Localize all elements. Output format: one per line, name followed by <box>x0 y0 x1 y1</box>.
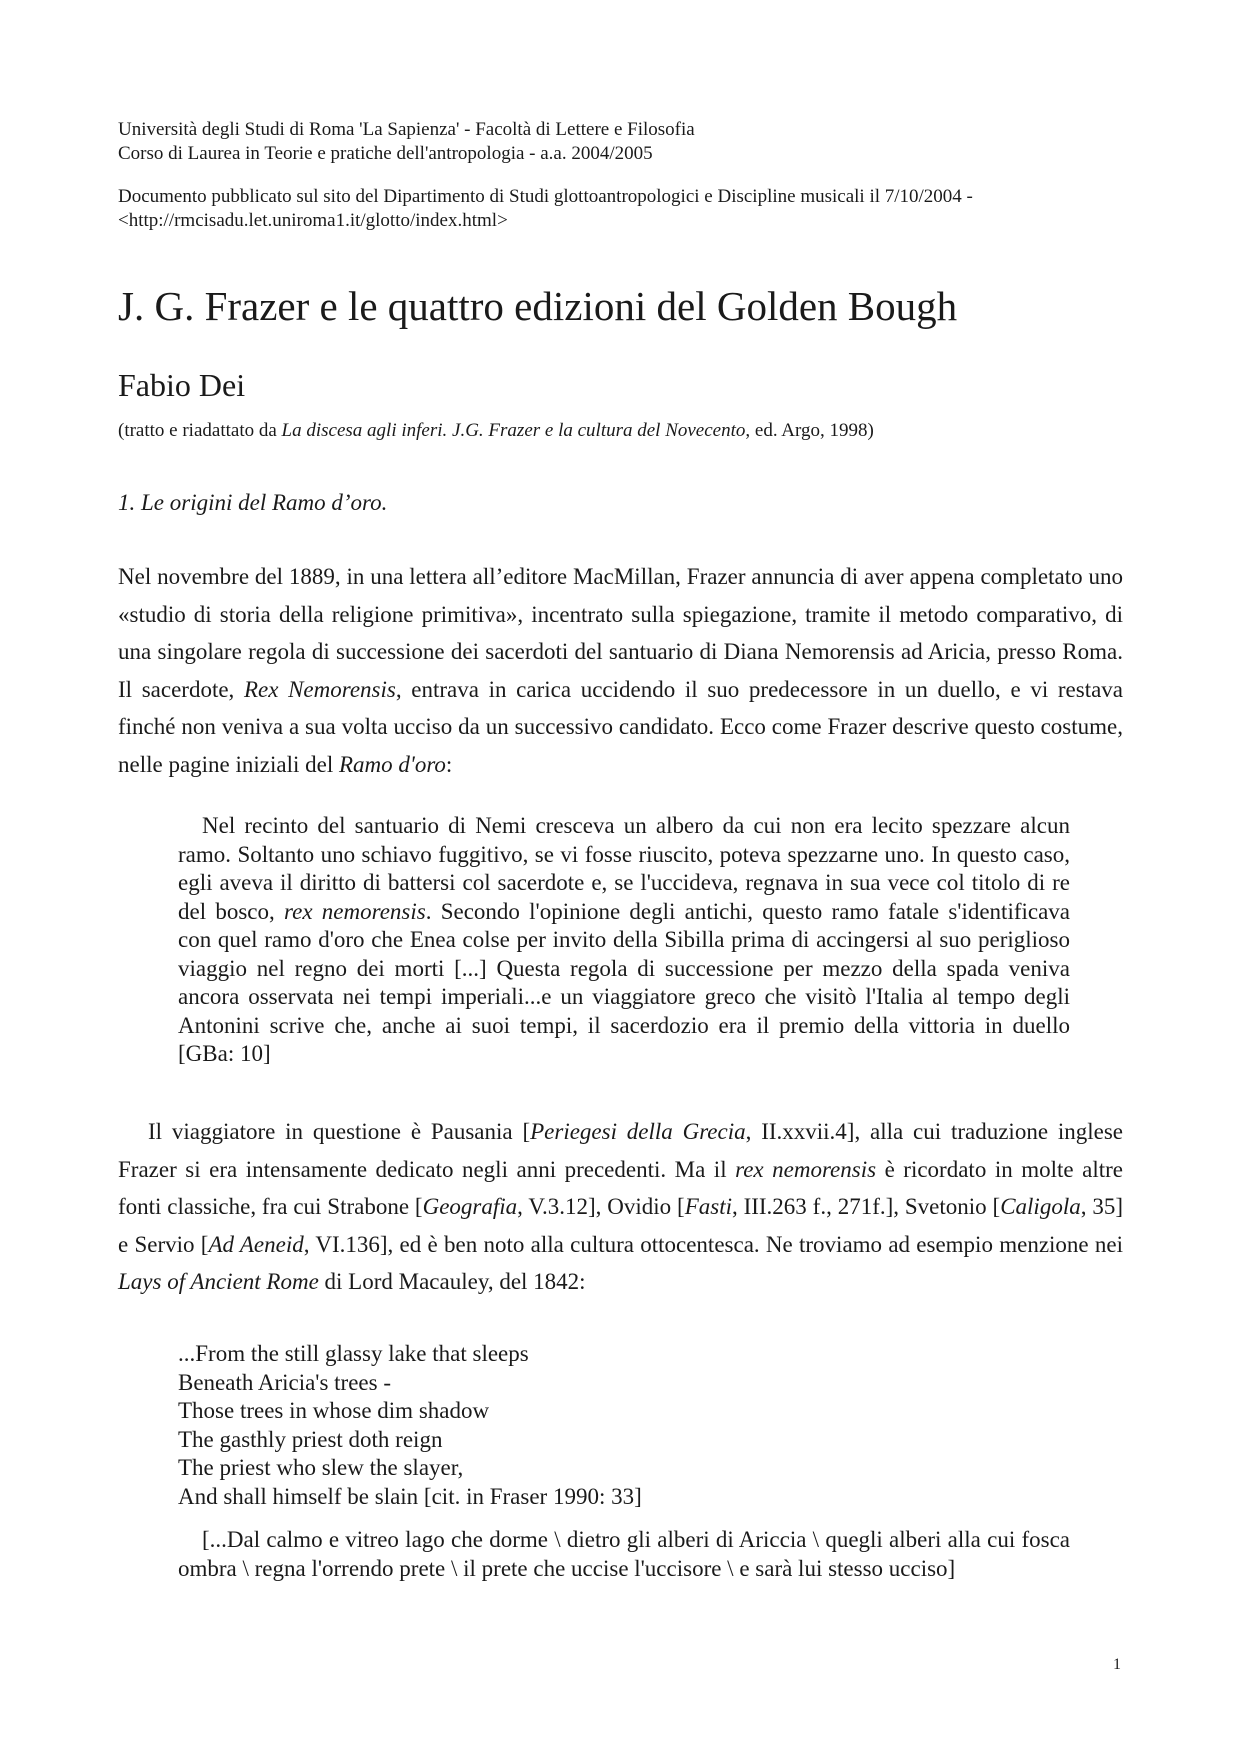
poem-line: ...From the still glassy lake that sleeps <box>178 1341 529 1366</box>
page-number: 1 <box>1113 1656 1121 1673</box>
block-quote-frazer: Nel recinto del santuario di Nemi cresceva un albero da cui non era lecito spezzare alcun ramo. Soltanto uno schiavo fuggitivo, se vi fosse riuscito, poteva spezzarne uno. In questo caso, egli aveva il diritto di battersi col sacerdote e, se l'uccideva, regnava in sua vece col titolo di re del bosco, rex nemorensis. Secondo l'opinione degli antichi, questo ramo fatale s'identificava con quel ramo d'oro che Enea colse per invito della Sibilla prima di accingersi al suo periglioso viaggio nel regno dei morti [...] Questa regola di successione per mezzo della spada veniva ancora osservata nei tempi imperiali...e un viaggiatore greco che visitò l'Italia al tempo degli Antonini scrive che, anche ai suoi tempi, il sacerdozio era il premio della vittoria in duello [GBa: 10] <box>178 813 1071 1066</box>
header-university: Università degli Studi di Roma 'La Sapienza' - Facoltà di Lettere e Filosofia <box>118 119 695 140</box>
header-url: <http://rmcisadu.let.uniroma1.it/glotto/index.html> <box>118 210 508 231</box>
poem-line: The gasthly priest doth reign <box>178 1426 443 1452</box>
header-publication-note: Documento pubblicato sul sito del Dipartimento di Studi glottoantropologici e Discipline musicali il 7/10/2004 - <box>118 186 973 207</box>
source-citation: (tratto e riadattato da La discesa agli inferi. J.G. Frazer e la cultura del Novecento, ed. Argo, 1998) <box>118 420 874 441</box>
poem-macauley <box>178 1340 642 1512</box>
author-name: Fabio Dei <box>118 367 246 403</box>
header-course: Corso di Laurea in Teorie e pratiche dell'antropologia - a.a. 2004/2005 <box>118 143 653 164</box>
document-title: J. G. Frazer e le quattro edizioni del Golden Bough <box>118 283 958 329</box>
poem-line: The priest who slew the slayer, <box>178 1455 464 1481</box>
poem-line: Those trees in whose dim shadow <box>178 1398 490 1424</box>
poem-line: Beneath Aricia's trees - <box>178 1369 391 1395</box>
paragraph-1: Nel novembre del 1889, in una lettera all’editore MacMillan, Frazer annuncia di aver appena completato uno «studio di storia della religione primitiva», incentrato sulla spiegazione, tramite il metodo comparativo, di una singolare regola di successione dei sacerdoti del santuario di Diana Nemorensis ad Aricia, presso Roma. Il sacerdote, Rex Nemorensis, entrava in carica uccidendo il suo predecessore in un duello, e vi restava finché non veniva a sua volta ucciso da un successivo candidato. Ecco come Frazer descrive questo costume, nelle pagine iniziali del Ramo d'oro: <box>118 564 1124 777</box>
poem-line: And shall himself be slain [cit. in Fraser 1990: 33] <box>178 1483 642 1509</box>
poem-translation: [...Dal calmo e vitreo lago che dorme \ dietro gli alberi di Ariccia \ quegli alberi alla cui fosca ombra \ regna l'orrendo prete \ il prete che uccise l'uccisore \ e sarà lui stesso ucciso] <box>178 1527 1070 1581</box>
paragraph-2: Il viaggiatore in questione è Pausania [Periegesi della Grecia, II.xxvii.4], alla cui traduzione inglese Frazer si era intensamente dedicato negli anni precedenti. Ma il rex nemorensis è ricordato in molte altre fonti classiche, fra cui Strabone [Geografia, V.3.12], Ovidio [Fasti, III.263 f., 271f.], Svetonio [Caligola, 35] e Servio [Ad Aeneid, VI.136], ed è ben noto alla cultura ottocentesca. Ne troviamo ad esempio menzione nei Lays of Ancient Rome di Lord Macauley, del 1842: <box>118 1119 1124 1294</box>
section-title: 1. Le origini del Ramo d’oro. <box>118 490 388 515</box>
